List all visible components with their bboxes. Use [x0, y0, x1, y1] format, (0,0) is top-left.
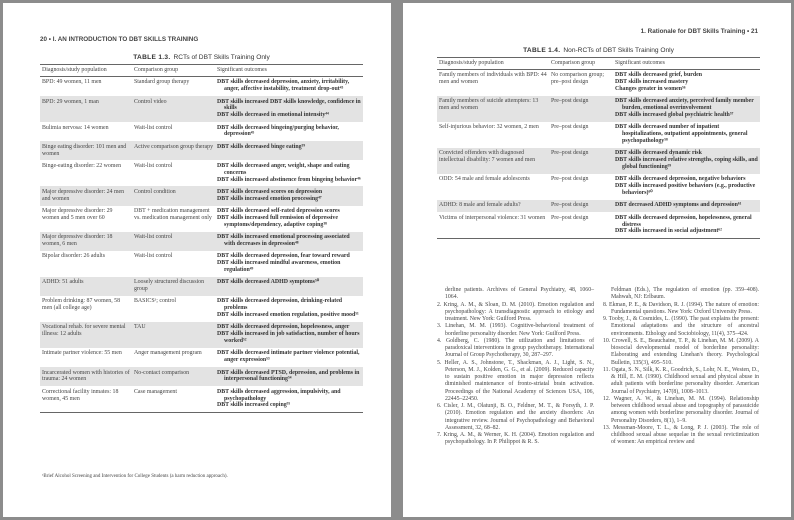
- right-page: [403, 3, 791, 517]
- comparison-cell: Pre–post design: [549, 96, 613, 122]
- outcome-line: DBT skills decreased dynamic risk: [615, 150, 702, 157]
- comparison-cell: Wait-list control: [132, 232, 215, 251]
- table-non-rcts: [437, 57, 760, 239]
- population-cell: Victims of interpersonal violence: 31 women: [437, 212, 549, 238]
- comparison-cell: Control condition: [132, 186, 215, 205]
- table-row: [40, 367, 363, 386]
- outcomes-cell: [215, 251, 363, 277]
- outcomes-cell: [215, 160, 363, 186]
- population-cell: Family members of individuals with BPD: 44 men and women: [439, 72, 547, 86]
- population-cell: Bulimia nervosa: 14 women: [42, 124, 109, 131]
- table-row: [437, 212, 760, 238]
- outcomes-cell: [613, 96, 760, 122]
- population-cell: Problem drinking: 87 women, 58 men (all college age): [42, 298, 121, 312]
- table-row: [40, 186, 363, 205]
- outcomes-cell: [215, 322, 363, 348]
- outcome-line: DBT skills increased DBT skills knowledge, confidence in skills: [217, 98, 361, 112]
- population-cell: Incarcerated women with histories of trauma: 24 women: [40, 367, 132, 386]
- outcome-line: DBT skills decreased depression, anxiety, irritability, anger, affective instability, treatment drop-out⁴³: [217, 79, 350, 93]
- outcome-line: DBT skills decreased bingeing/purging behavior, depression⁴⁵: [217, 124, 339, 138]
- population-cell: ODD: 54 male and female adolescents: [439, 176, 530, 183]
- outcomes-cell: [613, 69, 760, 95]
- comparison-cell: BASICSᵃ; control: [134, 298, 177, 305]
- outcome-line: DBT skills decreased depression, hopelessness, anger: [217, 324, 350, 331]
- comparison-cell: Pre–post design: [549, 200, 613, 212]
- outcomes-cell: [613, 148, 760, 174]
- table-label: TABLE 1.3.: [133, 54, 171, 61]
- outcomes-cell: [215, 367, 363, 386]
- outcome-line: DBT skills decreased depression, fear toward reward: [217, 253, 350, 260]
- reference-entry: 4. Goldberg, C. (1980). The utilization and limitations of paradoxical interventions in group psychotherapy. International Journal of Group Psychotherapy, 30, 287–297.: [437, 337, 594, 359]
- population-cell: Convicted offenders with diagnosed intellectual disability: 7 women and men: [437, 148, 549, 174]
- outcome-line: DBT skills decreased PTSD, depression, and problems in interpersonal functioning⁵⁴: [217, 369, 360, 383]
- comparison-cell: Wait-list control: [134, 253, 173, 260]
- table-rcts: [40, 64, 363, 413]
- running-head: 1. Rationale for DBT Skills Training • 21: [640, 28, 758, 35]
- table-row: [437, 122, 760, 148]
- outcome-line: DBT skills decreased in emotional intensity⁴⁴: [217, 112, 329, 119]
- outcome-line: DBT skills decreased binge eating³⁹: [217, 143, 306, 150]
- outcome-line: DBT skills increased emotion regulation, positive mood⁵¹: [217, 312, 359, 319]
- references-column-2: [603, 287, 759, 447]
- comparison-cell: Active comparison group therapy: [132, 141, 215, 160]
- population-cell: Major depressive disorder: 24 men and women: [40, 186, 132, 205]
- outcome-line: DBT skills increased coping⁵⁵: [217, 402, 291, 409]
- column-header: Comparison group: [132, 65, 215, 77]
- outcome-line: DBT decreased ADHD symptoms and depression⁶¹: [615, 202, 742, 209]
- column-header: Diagnosis/study population: [437, 58, 549, 70]
- outcomes-cell: [613, 174, 760, 200]
- population-cell: Self-injurious behavior: 32 women, 2 men: [439, 124, 539, 131]
- outcome-line: DBT skills decreased number of inpatient hospitalizations, outpatient appointments, general psychopathology⁵⁸: [615, 124, 748, 144]
- reference-entry: 2. Kring, A. M., & Sloan, D. M. (2010). Emotion regulation and psychopathology: A transdiagnostic approach to etiology and treatment. New York: Guilford Press.: [437, 301, 594, 322]
- comparison-cell: TAU: [132, 322, 215, 348]
- table-label: TABLE 1.4.: [523, 47, 561, 54]
- outcome-line: DBT skills decreased aggression, impulsivity, and psychopathology: [217, 388, 341, 402]
- reference-entry: 12. Wagner, A. W., & Linehan, M. M. (1994). Relationship between childhood sexual abuse and topography of parasuicide among women with borderline personality disorder. Journal of Personality Disorders, 8(1), 1–9.: [603, 395, 759, 424]
- table-row: [40, 122, 363, 141]
- outcome-line: DBT skills increased in job satisfaction, number of hours worked⁵²: [217, 331, 360, 345]
- outcomes-cell: [215, 76, 363, 96]
- outcome-line: DBT skills increased emotional processing associated with decreases in depression⁴⁸: [217, 234, 350, 247]
- outcome-line: DBT skills decreased intimate partner violence potential, anger expression⁵³: [217, 350, 360, 364]
- outcome-line: Changes greater in women⁵⁶: [615, 85, 686, 92]
- comparison-cell: DBT + medication management vs. medication management only: [134, 208, 212, 221]
- comparison-cell: Pre–post design: [549, 148, 613, 174]
- outcomes-cell: [215, 122, 363, 141]
- table-row: [40, 206, 363, 232]
- comparison-cell: Wait-list control: [134, 124, 173, 131]
- table-title: [437, 47, 760, 54]
- outcome-line: DBT skills increased global psychiatric health⁵⁷: [615, 111, 734, 118]
- table-row: [437, 69, 760, 95]
- reference-entry: 9. Tooby, J., & Cosmides, L. (1990). The past explains the present: Emotional adaptations and the structure of ancestral environments. Ethology and Sociobiology, 11(4), 375–424.: [603, 316, 759, 337]
- reference-entry: 13. Messman-Moore, T. L., & Long, P. J. (2003). The role of childhood sexual abuse sequelae in the sexual revictimization of women: An empirical review and: [603, 424, 759, 446]
- references-column-1: [437, 287, 594, 447]
- population-cell: Bipolar disorder: 26 adults: [42, 253, 105, 260]
- table-title: [40, 54, 363, 61]
- outcomes-cell: [215, 96, 363, 122]
- table-footnote: ᵃBrief Alcohol Screening and Intervention for College Students (a harm reduction approach).: [42, 474, 228, 479]
- outcome-line: DBT skills increased positive behaviors (e.g., productive behaviors)⁶⁰: [615, 183, 756, 196]
- population-cell: Correctional facility inmates: 18 women, 45 men: [40, 386, 132, 412]
- population-cell: ADHD: 51 adults: [40, 277, 132, 296]
- population-cell: Major depressive disorder: 29 women and 5 men over 60: [42, 208, 113, 221]
- comparison-cell: Loosely structured discussion group: [132, 277, 215, 296]
- table-row: [40, 96, 363, 122]
- outcomes-cell: [215, 206, 363, 232]
- table-row: [40, 160, 363, 186]
- table-row: [40, 251, 363, 277]
- comparison-cell: Anger management program: [134, 350, 202, 357]
- column-header: Diagnosis/study population: [40, 65, 132, 77]
- comparison-cell: Pre–post design: [551, 124, 589, 131]
- column-header: Significant outcomes: [613, 58, 760, 70]
- table-row: [40, 277, 363, 296]
- comparison-cell: Wait-list control: [134, 162, 173, 169]
- table-row: [437, 174, 760, 200]
- outcome-line: DBT skills decreased scores on depression: [217, 188, 323, 195]
- comparison-cell: Control video: [132, 96, 215, 122]
- table-row: [437, 200, 760, 212]
- outcome-line: DBT skills decreased depression, hopelessness, general distress: [615, 214, 752, 228]
- outcome-line: DBT skills decreased anger, weight, shape and eating concerns: [217, 162, 350, 176]
- population-cell: Family members of suicide attempters: 13 men and women: [437, 96, 549, 122]
- table-row: [437, 96, 760, 122]
- outcome-line: DBT skills decreased anxiety, perceived family member burden, emotional overinvolvement: [615, 98, 754, 112]
- outcomes-cell: [215, 386, 363, 412]
- comparison-cell: Standard group therapy: [134, 79, 190, 86]
- outcomes-cell: [215, 186, 363, 205]
- outcomes-cell: [215, 232, 363, 251]
- table-row: [40, 296, 363, 322]
- reference-entry: 5. Heller, A. S., Johnstone, T., Shackman, A. J., Light, S. N., Peterson, M. J., Kolden, G. G., et al. (2009). Reduced capacity to sustain positive emotion in major depression reflects diminished maintenance of fronto-striatal brain activation. Proceedings of the National Academy of Sciences USA, 106, 22445–22450.: [437, 359, 594, 402]
- outcome-line: DBT skills decreased depression, drinking-related problems: [217, 298, 343, 312]
- outcome-line: DBT skills increased relative strengths, coping skills, and global functioning⁵⁹: [615, 157, 758, 170]
- reference-entry: 7. Kring, A. M., & Werner, K. H. (2004). Emotion regulation and psychopathology. In P. Philippot & R. S.: [437, 432, 594, 446]
- table-title-text: RCTs of DBT Skills Training Only: [173, 54, 270, 61]
- population-cell: Binge-eating disorder: 22 women: [42, 162, 122, 169]
- outcomes-cell: [613, 212, 760, 238]
- outcomes-cell: [613, 122, 760, 148]
- outcomes-cell: [215, 348, 363, 367]
- outcome-line: DBT skills increased emotion processing⁴⁷: [217, 195, 322, 202]
- running-head: 20 • I. AN INTRODUCTION TO DBT SKILLS TRAINING: [40, 36, 199, 43]
- table-row: [40, 348, 363, 367]
- comparison-cell: Case management: [132, 386, 215, 412]
- reference-entry: 11. Ogata, S. N., Silk, K. R., Goodrich, S., Lohr, N. E., Westen, D., & Hill, E. M. (1990). Childhood sexual and physical abuse in adult patients with borderline personality disorder. American Journal of Psychiatry, 147(8), 1008–1013.: [603, 366, 759, 395]
- population-cell: Vocational rehab. for severe mental illness: 12 adults: [40, 322, 132, 348]
- population-cell: Major depressive disorder: 18 women, 6 men: [40, 232, 132, 251]
- table-title-text: Non-RCTs of DBT Skills Training Only: [563, 47, 674, 54]
- outcome-line: DBT skills decreased self-rated depression scores: [217, 208, 340, 215]
- population-cell: Binge eating disorder: 101 men and women: [40, 141, 132, 160]
- table-row: [40, 386, 363, 412]
- reference-entry: derline patients. Archives of General Psychiatry, 48, 1060–1064.: [445, 287, 594, 301]
- reference-entry: 8. Ekman, P. E., & Davidson, R. J. (1994). The nature of emotion: Fundamental questions. New York: Oxford University Press.: [603, 301, 759, 315]
- table-row: [40, 322, 363, 348]
- outcomes-cell: [215, 141, 363, 160]
- outcome-line: DBT skills decreased grief, burden: [615, 72, 703, 79]
- comparison-cell: No-contact comparison: [132, 367, 215, 386]
- population-cell: ADHD: 8 male and female adults?: [437, 200, 549, 212]
- outcome-line: DBT skills increased mindful awareness, emotion regulation⁴⁹: [217, 260, 341, 273]
- table-row: [40, 141, 363, 160]
- column-header: Significant outcomes: [215, 65, 363, 77]
- outcome-line: DBT skills increased in social adjustment⁶²: [615, 228, 722, 235]
- reference-entry: 10. Crowell, S. E., Beauchaine, T. P., & Linehan, M. M. (2009). A biosocial developmental model of borderline personality: Elaborating and extending Linehan's theory. Psychological Bulletin, 135(3), 495–510.: [603, 337, 759, 366]
- outcomes-cell: [613, 200, 760, 212]
- column-header: Comparison group: [549, 58, 613, 70]
- comparison-cell: Pre–post design: [551, 176, 589, 183]
- outcomes-cell: [215, 296, 363, 322]
- outcome-line: DBT skills decreased ADHD symptoms⁵⁰: [217, 279, 320, 286]
- comparison-cell: Pre–post design: [549, 212, 613, 238]
- outcomes-cell: [215, 277, 363, 296]
- table-row: [40, 232, 363, 251]
- reference-entry: 3. Linehan, M. M. (1993). Cognitive-behavioral treatment of borderline personality disorder. New York: Guilford Press.: [437, 323, 594, 337]
- reference-entry: 6. Cisler, J. M., Olatunji, B. O., Feldner, M. T., & Forsyth, J. P. (2010). Emotion regulation and the anxiety disorders: An integrative review. Journal of Psychopathology and Behavioral Assessment, 32, 68–82.: [437, 403, 594, 431]
- reference-entry: Feldman (Eds.), The regulation of emotion (pp. 359–408). Mahwah, NJ: Erlbaum.: [611, 287, 759, 301]
- outcome-line: DBT skills increased full remission of depressive symptoms/dependency, adaptive coping³⁸: [217, 214, 338, 228]
- outcome-line: DBT skills increased mastery: [615, 79, 689, 86]
- outcome-line: DBT skills increased abstinence from bingeing behavior⁴⁶: [217, 176, 361, 183]
- table-row: [40, 76, 363, 96]
- outcome-line: DBT skills decreased depression, negative behaviors: [615, 176, 746, 183]
- population-cell: Intimate partner violence: 55 men: [42, 350, 122, 357]
- table-row: [437, 148, 760, 174]
- population-cell: BPD: 49 women, 11 men: [42, 79, 102, 86]
- left-page: [3, 3, 391, 517]
- population-cell: BPD: 29 women, 1 man: [40, 96, 132, 122]
- comparison-cell: No comparison group; pre–post design: [551, 72, 605, 86]
